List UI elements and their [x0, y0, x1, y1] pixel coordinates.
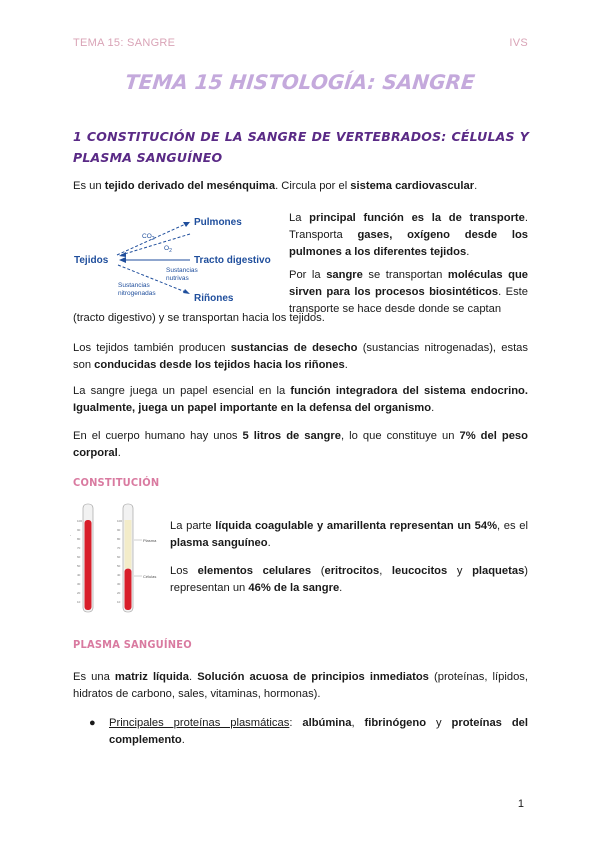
tube-tick-label: 30: [77, 582, 81, 586]
tube-tick-label: 20: [77, 591, 81, 595]
integrative-paragraph: La sangre juega un papel esencial en la función integradora del sistema endocrino. Igualmente, juega un papel importante en la defensa del organismo.: [73, 385, 528, 414]
waste-paragraph: Los tejidos también producen sustancias de desecho (sustancias nitrogenadas), estas son conducidas desde los tejidos hacia los riñones.: [73, 342, 528, 371]
plasma-description-paragraph: Es una matriz líquida. Solución acuosa de principios inmediatos (proteínas, lípidos, hidratos de carbono, sales, vitaminas, hormonas).: [73, 671, 529, 700]
molecules-paragraph: Por la sangre se transportan moléculas que sirven para los procesos biosintéticos. Este transporte se hace desde donde se captan: [289, 269, 529, 315]
tube-label-plasma: Plasma: [143, 538, 157, 543]
molecules-paragraph-continued: (tracto digestivo) y se transportan hacia los tejidos.: [73, 312, 325, 324]
tube-tick-label: 70: [77, 546, 81, 550]
transport-paragraph: La principal función es la de transporte. Transporta gases, oxígeno desde los pulmones a los diferentes tejidos.: [289, 212, 529, 258]
subheading-constitucion: CONSTITUCIÓN: [73, 476, 160, 489]
diagram-label-tejidos: Tejidos: [74, 255, 109, 266]
document-title: TEMA 15 HISTOLOGÍA: SANGRE: [123, 70, 476, 94]
subheading-plasma-sanguineo: PLASMA SANGUÍNEO: [73, 638, 192, 651]
tube-tick-label: 80: [117, 537, 121, 541]
tube-plasma-fill: [125, 520, 132, 569]
cells-fraction-paragraph: Los elementos celulares (eritrocitos, leucocitos y plaquetas) representan un 46% de la sangre.: [170, 565, 529, 594]
diagram-label-o2: $O_2$: [164, 245, 172, 254]
running-header-left: TEMA 15: SANGRE: [73, 37, 176, 49]
tube-label-cells: Células: [143, 574, 157, 579]
tube-tick-label: 40: [117, 573, 121, 577]
tube-tick-label: 20: [117, 591, 121, 595]
bullet-dot: ●: [89, 717, 96, 729]
diagram-label-tracto: Tracto digestivo: [194, 255, 271, 266]
diagram-label-rinones: Riñones: [194, 293, 234, 304]
tube-tick-label: 90: [77, 528, 81, 532]
tube-cells-fill: [125, 569, 132, 610]
diagram-label-waste: Sustancias: [118, 282, 150, 289]
tube-tick-label: 70: [117, 546, 121, 550]
plasma-proteins-bullet: Principales proteínas plasmáticas: albúmina, fibrinógeno y proteínas del complemento.: [109, 717, 528, 746]
tube-tick-label: 60: [77, 555, 81, 559]
tube-tick-minus: -: [70, 533, 72, 537]
tube-tick-label: 50: [77, 564, 81, 568]
tube-tick-label: 50: [117, 564, 121, 568]
tube-tick-label: 100: [77, 519, 83, 523]
tube-tick-label: 100: [117, 519, 123, 523]
diagram-label-nutrients-2: nutrivas: [166, 275, 189, 282]
plasma-fraction-paragraph: La parte líquida coagulable y amarillenta representan un 54%, es el plasma sanguíneo.: [170, 520, 528, 549]
tube-tick-label: 80: [77, 537, 81, 541]
tube-tick-label: 10: [77, 600, 81, 604]
diagram-label-pulmones: Pulmones: [194, 217, 242, 228]
intro-paragraph: Es un tejido derivado del mesénquima. Circula por el sistema cardiovascular.: [73, 180, 478, 192]
blood-tubes-figure: [70, 500, 162, 616]
tube-tick-label: 90: [117, 528, 121, 532]
diagram-label-waste-2: nitrogenadas: [118, 290, 156, 297]
running-header-right: IVS: [509, 37, 528, 49]
tube-tick-label: 30: [117, 582, 121, 586]
transport-diagram: [72, 208, 282, 308]
section-heading-constitucion-sangre: 1 CONSTITUCIÓN DE LA SANGRE DE VERTEBRADOS: CÉLULAS Y PLASMA SANGUÍNEO: [73, 129, 529, 165]
tube-tick-label: 40: [77, 573, 81, 577]
diagram-label-co2: $CO_2$: [142, 233, 155, 242]
tube-tick-label: 60: [117, 555, 121, 559]
diagram-label-nutrients: Sustancias: [166, 267, 198, 274]
page-number: 1: [517, 798, 524, 810]
tube-tick-label: 10: [117, 600, 121, 604]
volume-paragraph: En el cuerpo humano hay unos 5 litros de sangre, lo que constituye un 7% del peso corporal.: [73, 430, 528, 459]
